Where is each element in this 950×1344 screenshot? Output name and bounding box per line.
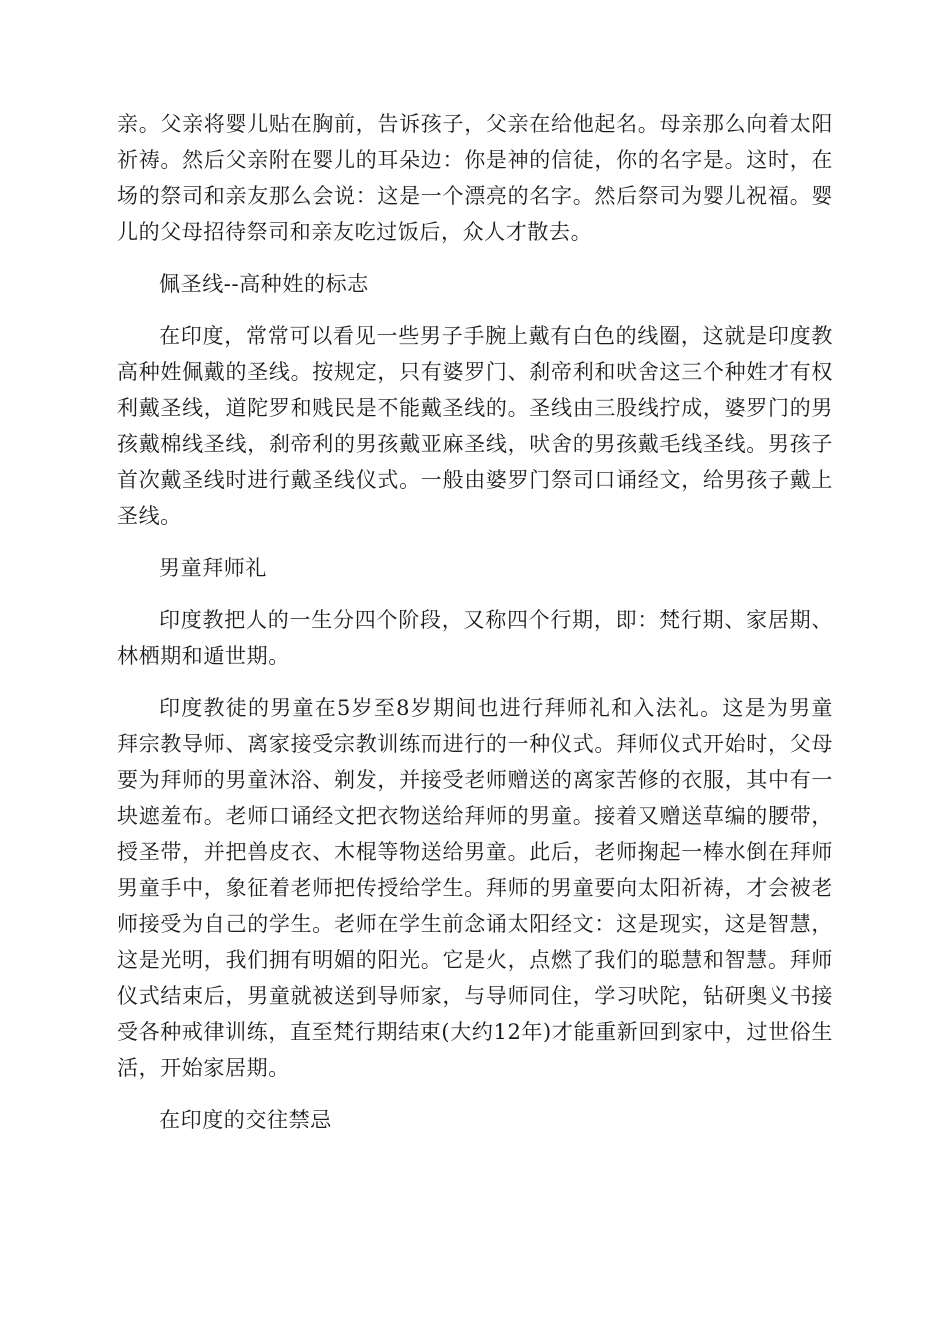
section-heading-social-taboos: 在印度的交往禁忌 bbox=[159, 1108, 332, 1132]
paragraph-sacred-thread: 在印度，常常可以看见一些男子手腕上戴有白色的线圈，这就是印度教高种姓佩戴的圣线。按规定，只有婆罗门、刹帝利和吠舍这三个种姓才有权利戴圣线，道陀罗和贱民是不能戴圣线的。圣线由三股线拧成，婆罗门的男孩戴棉线圣线，刹帝利的男孩戴亚麻圣线，吠舍的男孩戴毛线圣线。男孩子首次戴圣线时进行戴圣线仪式。一般由婆罗门祭司口诵经文，给男孩子戴上圣线。 bbox=[117, 324, 833, 528]
paragraph-life-stages: 印度教把人的一生分四个阶段，又称四个行期，即：梵行期、家居期、林栖期和遁世期。 bbox=[117, 608, 833, 668]
section-heading-sacred-thread: 佩圣线--高种姓的标志 bbox=[159, 272, 369, 296]
paragraph-naming-ceremony: 亲。父亲将婴儿贴在胸前，告诉孩子，父亲在给他起名。母亲那么向着太阳祈祷。然后父亲附在婴儿的耳朵边：你是神的信徒，你的名字是。这时，在场的祭司和亲友那么会说：这是一个漂亮的名字。然后祭司为婴儿祝福。婴儿的父母招待祭司和亲友吃过饭后，众人才散去。 bbox=[117, 112, 833, 244]
section-heading-apprentice-ceremony: 男童拜师礼 bbox=[159, 556, 267, 580]
paragraph-apprentice-ceremony: 印度教徒的男童在5岁至8岁期间也进行拜师礼和入法礼。这是为男童拜宗教导师、离家接受宗教训练而进行的一种仪式。拜师仪式开始时，父母要为拜师的男童沐浴、剃发，并接受老师赠送的离家苦修的衣服，其中有一块遮羞布。老师口诵经文把衣物送给拜师的男童。接着又赠送草编的腰带，授圣带，并把兽皮衣、木棍等物送给男童。此后，老师掬起一棒水倒在拜师男童手中，象征着老师把传授给学生。拜师的男童要向太阳祈祷，才会被老师接受为自己的学生。老师在学生前念诵太阳经文：这是现实，这是智慧，这是光明，我们拥有明媚的阳光。它是火，点燃了我们的聪慧和智慧。拜师仪式结束后，男童就被送到导师家，与导师同住，学习吠陀，钻研奥义书接受各种戒律训练，直至梵行期结束(大约12年)才能重新回到家中，过世俗生活，开始家居期。 bbox=[117, 696, 833, 1080]
document-page bbox=[117, 106, 833, 1154]
